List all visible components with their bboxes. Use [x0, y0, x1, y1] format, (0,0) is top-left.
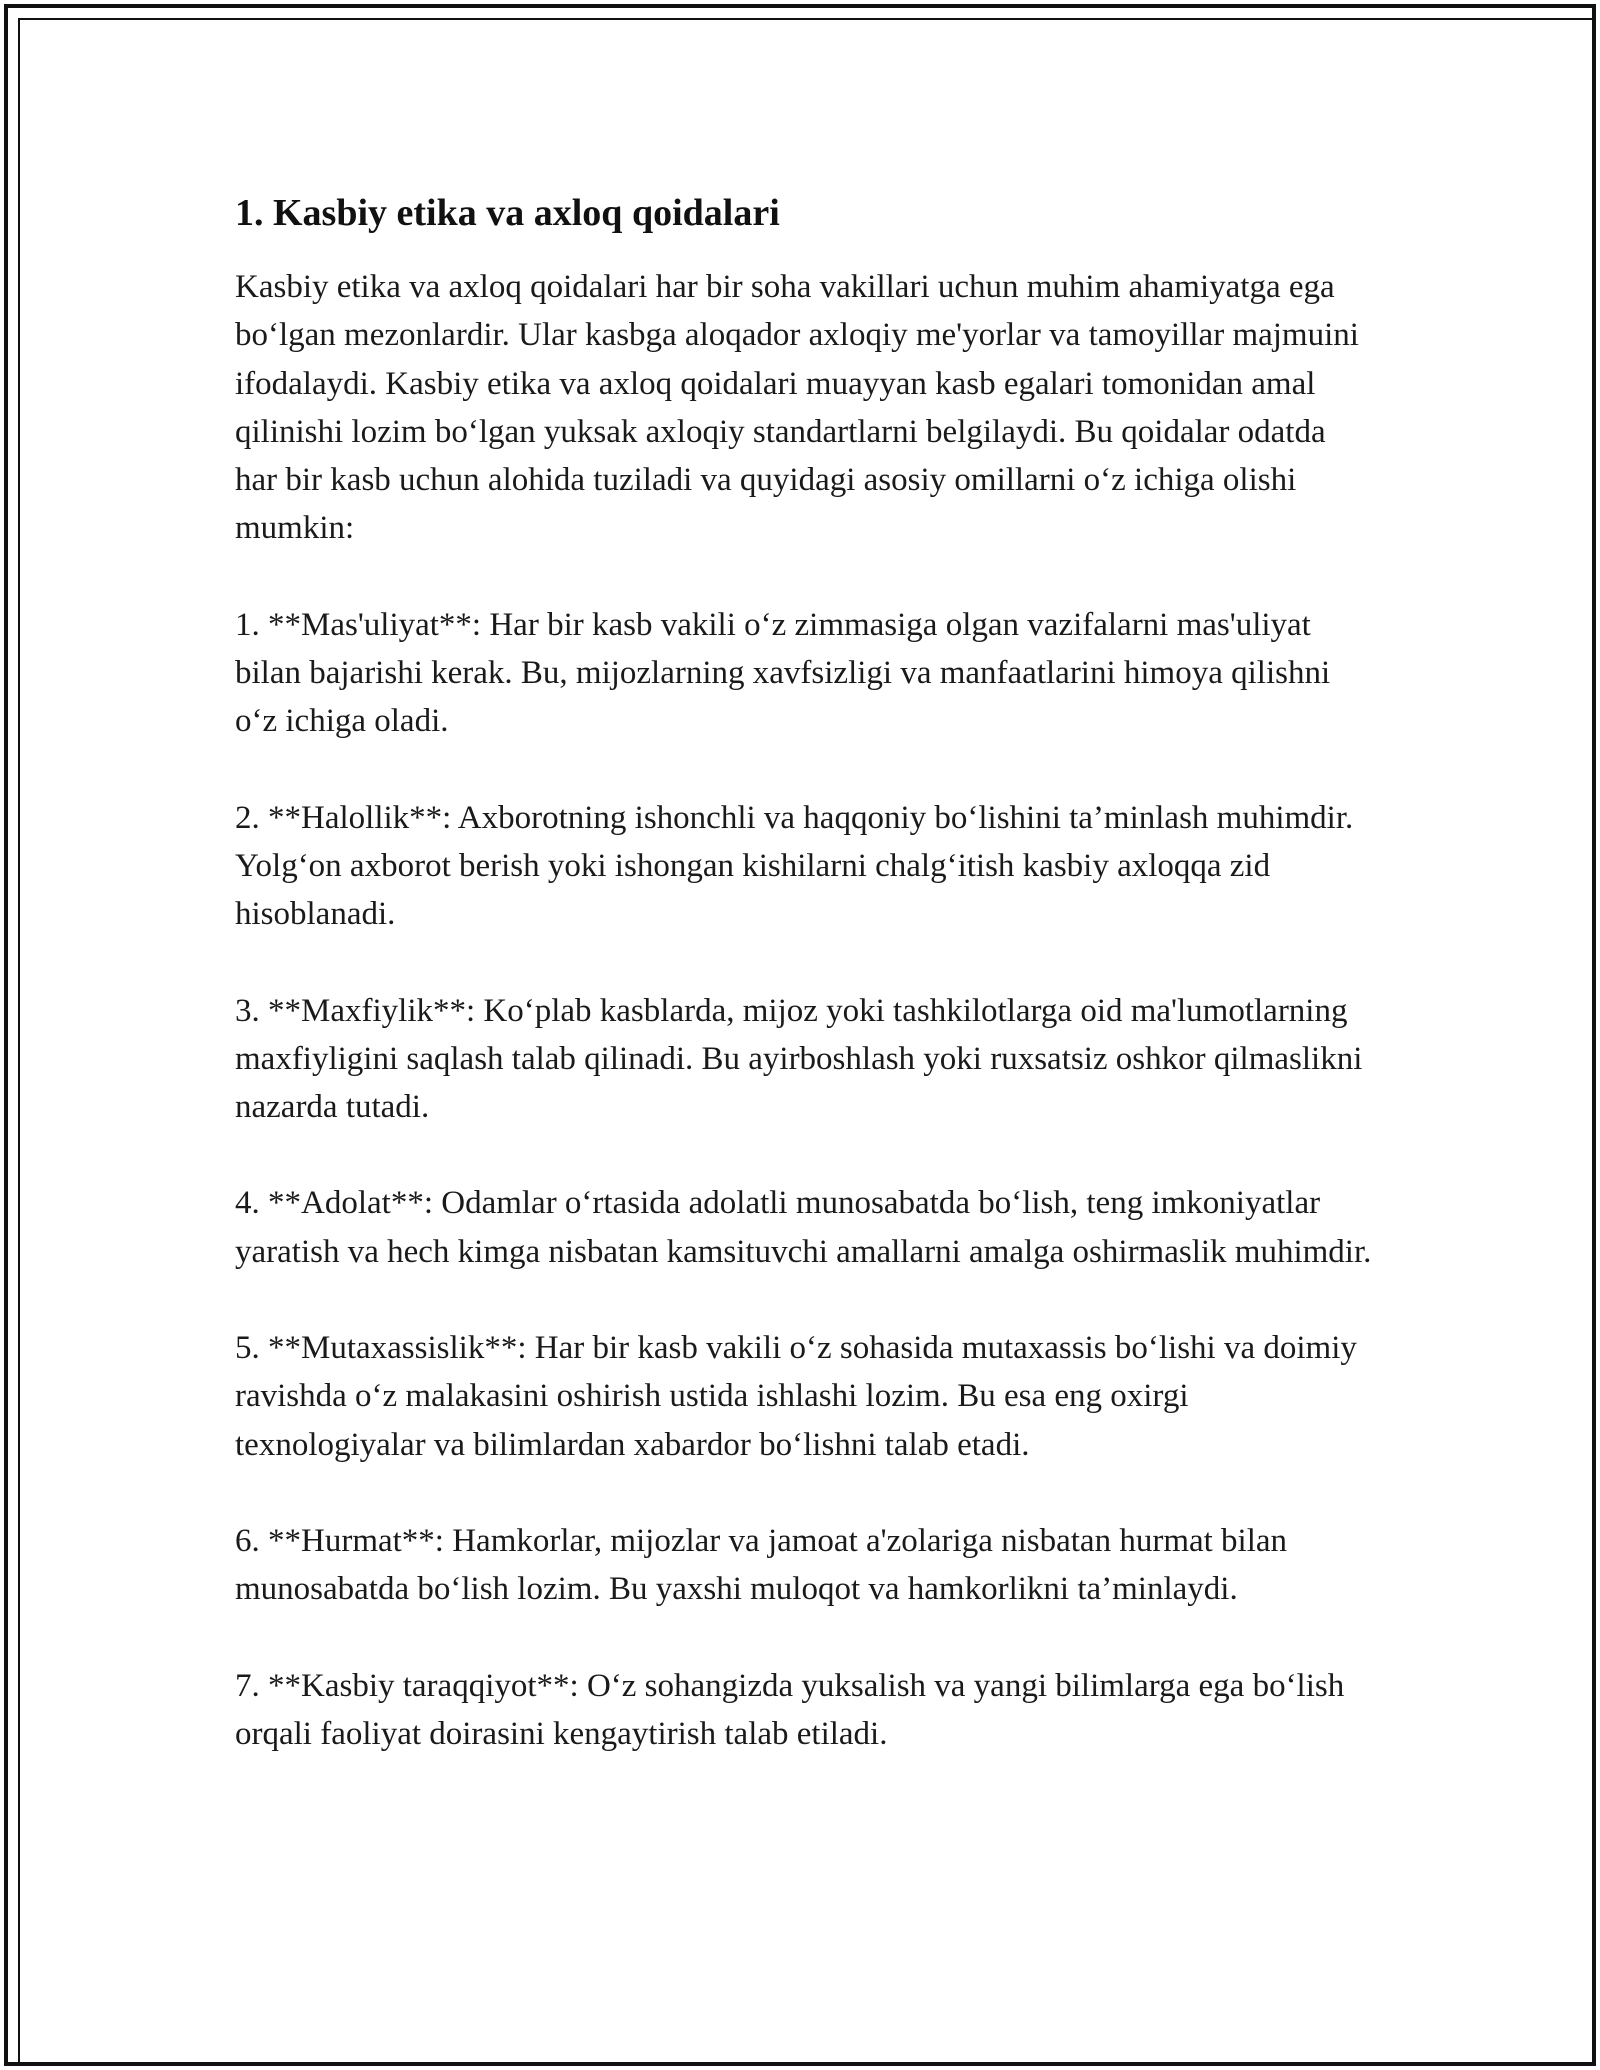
document-body: [235, 185, 1375, 1758]
list-item-justice: 4. **Adolat**: Odamlar o‘rtasida adolatli munosabatda bo‘lish, teng imkoniyatlar yaratish va hech kimga nisbatan kamsituvchi amallarni amalga oshirmaslik muhimdir.: [235, 1185, 1372, 1270]
list-item-expertise: 5. **Mutaxassislik**: Har bir kasb vakili o‘z sohasida mutaxassis bo‘lishi va doimiy ravishda o‘z malakasini oshirish ustida ishlashi lozim. Bu esa eng oxirgi texnologiyalar va bilimlardan xabardor bo‘lishni talab etadi.: [235, 1330, 1357, 1463]
list-item-confidentiality: 3. **Maxfiylik**: Ko‘plab kasblarda, mijoz yoki tashkilotlarga oid ma'lumotlarning maxfiyligini saqlash talab qilinadi. Bu ayirboshlash yoki ruxsatsiz oshkor qilmaslikni nazarda tutadi.: [235, 992, 1363, 1126]
list-item-responsibility: 1. **Mas'uliyat**: Har bir kasb vakili o‘z zimmasiga olgan vazifalarni mas'uliyat bilan bajarishi kerak. Bu, mijozlarning xavfsizligi va manfaatlarini himoya qilishni o‘z ichiga oladi.: [235, 606, 1331, 740]
list-item-respect: 6. **Hurmat**: Hamkorlar, mijozlar va jamoat a'zolariga nisbatan hurmat bilan munosabatda bo‘lish lozim. Bu yaxshi muloqot va hamkorlikni ta’minlaydi.: [235, 1522, 1288, 1608]
intro-paragraph: Kasbiy etika va axloq qoidalari har bir soha vakillari uchun muhim ahamiyatga ega bo‘lgan mezonlardir. Ular kasbga aloqador axloqiy me'yorlar va tamoyillar majmuini ifodalaydi. Kasbiy etika va axloq qoidalari muayyan kasb egalari tomonidan amal qilinishi lozim bo‘lgan yuksak axloqiy standartlarni belgilaydi. Bu qoidalar odatda har bir kasb uchun alohida tuziladi va quyidagi asosiy omillarni o‘z ichiga olishi mumkin:: [235, 269, 1359, 547]
section-heading: 1. Kasbiy etika va axloq qoidalari: [235, 192, 780, 234]
list-item-professional-growth: 7. **Kasbiy taraqqiyot**: O‘z sohangizda yuksalish va yangi bilimlarga ega bo‘lish orqali faoliyat doirasini kengaytirish talab etiladi.: [235, 1667, 1345, 1752]
list-item-honesty: 2. **Halollik**: Axborotning ishonchli va haqqoniy bo‘lishini ta’minlash muhimdir. Yolg‘on axborot berish yoki ishongan kishilarni chalg‘itish kasbiy axloqqa zid hisoblanadi.: [235, 799, 1354, 933]
